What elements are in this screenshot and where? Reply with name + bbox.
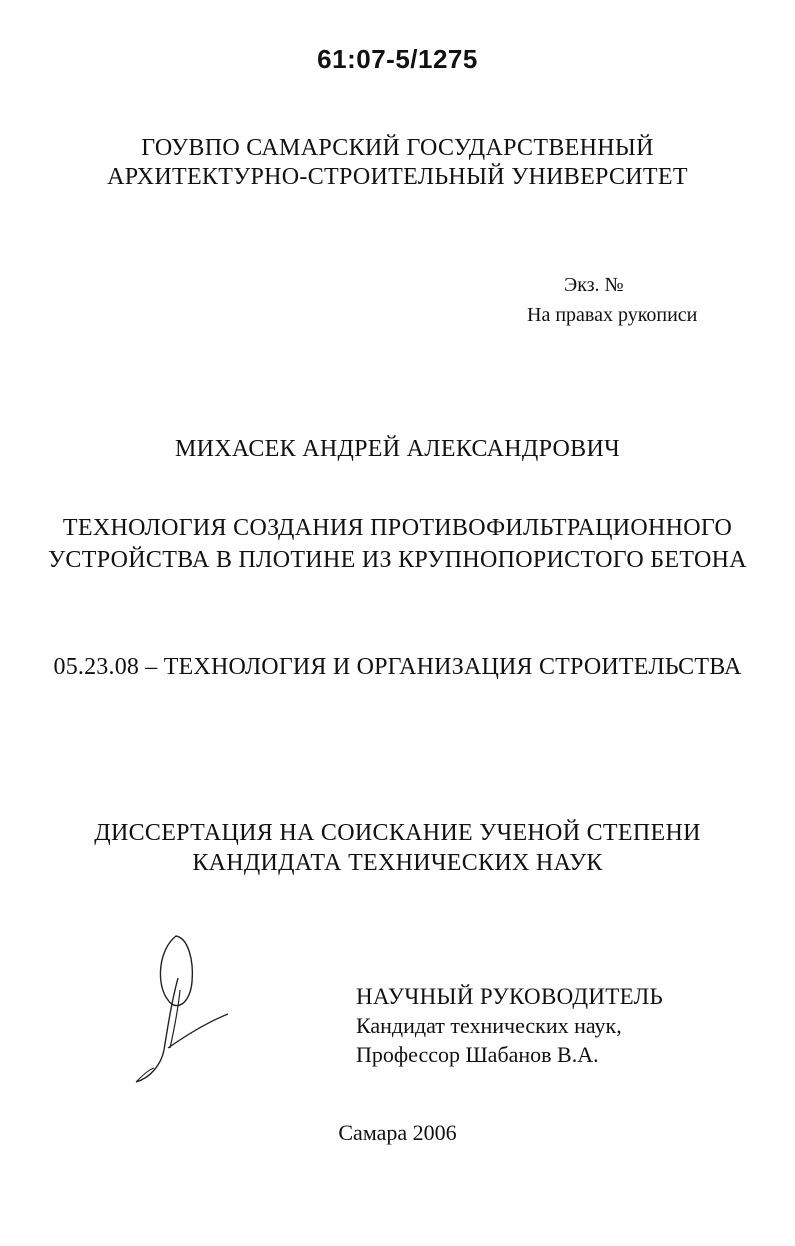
degree-line-1: ДИССЕРТАЦИЯ НА СОИСКАНИЕ УЧЕНОЙ СТЕПЕНИ bbox=[94, 820, 701, 846]
supervisor-name: Профессор Шабанов В.А. bbox=[356, 1042, 599, 1067]
copy-info bbox=[527, 270, 697, 330]
institution-line-2: АРХИТЕКТУРНО-СТРОИТЕЛЬНЫЙ УНИВЕРСИТЕТ bbox=[107, 164, 688, 190]
place-year: Самара 2006 bbox=[338, 1120, 457, 1145]
catalog-number: 61:07-5/1275 bbox=[317, 44, 478, 74]
institution-line-1: ГОУВПО САМАРСКИЙ ГОСУДАРСТВЕННЫЙ bbox=[141, 135, 654, 161]
handwritten-signature bbox=[128, 930, 238, 1090]
thesis-title-line-1: ТЕХНОЛОГИЯ СОЗДАНИЯ ПРОТИВОФИЛЬТРАЦИОННОГО bbox=[62, 515, 733, 541]
copy-number-label: Экз. № bbox=[564, 274, 624, 296]
supervisor-degree: Кандидат технических наук, bbox=[356, 1013, 622, 1038]
specialty-code: 05.23.08 – ТЕХНОЛОГИЯ И ОРГАНИЗАЦИЯ СТРОИТЕЛЬСТВА bbox=[53, 654, 742, 680]
institution-name bbox=[0, 134, 795, 192]
thesis-title bbox=[0, 512, 795, 576]
thesis-title-line-2: УСТРОЙСТВА В ПЛОТИНЕ ИЗ КРУПНОПОРИСТОГО БЕТОНА bbox=[48, 547, 747, 573]
supervisor-block bbox=[356, 982, 663, 1069]
manuscript-note: На правах рукописи bbox=[527, 304, 698, 326]
degree-line-2: КАНДИДАТА ТЕХНИЧЕСКИХ НАУК bbox=[192, 850, 603, 876]
author-name: МИХАСЕК АНДРЕЙ АЛЕКСАНДРОВИЧ bbox=[174, 436, 621, 462]
degree-statement bbox=[0, 818, 795, 878]
supervisor-heading: НАУЧНЫЙ РУКОВОДИТЕЛЬ bbox=[356, 984, 664, 1009]
